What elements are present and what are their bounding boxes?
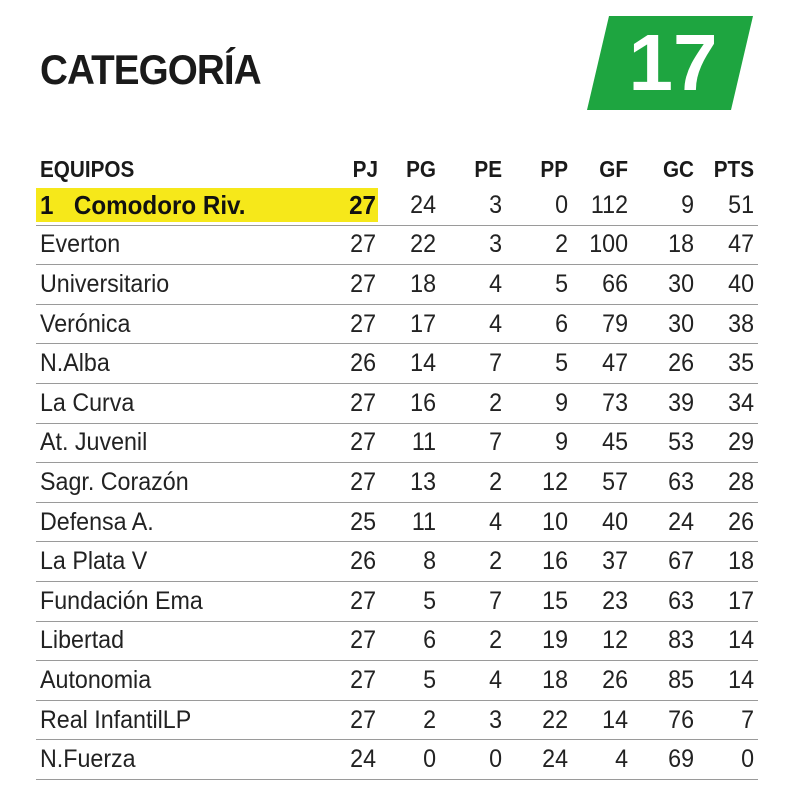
gc-cell: 83 [668, 626, 694, 655]
pg-cell: 24 [410, 190, 436, 219]
team-name: N.Alba [40, 349, 110, 378]
page-title: CATEGORÍA [40, 46, 261, 93]
table-row [36, 622, 758, 662]
gf-cell: 45 [602, 428, 628, 457]
gf-cell: 47 [602, 349, 628, 378]
pg-cell: 17 [410, 309, 436, 338]
team-name: Defensa A. [40, 507, 154, 536]
pj-cell: 27 [350, 665, 376, 694]
pe-cell: 4 [489, 309, 502, 338]
pj-cell: 27 [350, 467, 376, 496]
gf-cell: 23 [602, 586, 628, 615]
pp-cell: 16 [542, 547, 568, 576]
team-name: La Curva [40, 388, 135, 417]
gc-cell: 63 [668, 586, 694, 615]
table-row [36, 661, 758, 701]
team-name-cell [40, 305, 319, 344]
team-name: At. Juvenil [40, 428, 148, 457]
gf-cell: 26 [602, 665, 628, 694]
gf-cell: 40 [602, 507, 628, 536]
team-name: Fundación Ema [40, 586, 203, 615]
gc-cell: 69 [668, 745, 694, 774]
gc-cell: 39 [668, 388, 694, 417]
gc-cell: 9 [681, 190, 694, 219]
header-equipos: EQUIPOS [40, 155, 135, 182]
pe-cell: 3 [489, 190, 502, 219]
standings-table [36, 152, 758, 780]
team-name-cell [40, 226, 319, 265]
gc-cell: 67 [668, 547, 694, 576]
table-header [36, 152, 758, 186]
pe-cell: 2 [489, 547, 502, 576]
pe-cell: 2 [489, 388, 502, 417]
gc-cell: 24 [668, 507, 694, 536]
pj-cell: 27 [349, 189, 376, 220]
team-name-cell [40, 701, 319, 740]
pg-cell: 8 [423, 547, 436, 576]
team-name: Comodoro Riv. [73, 189, 246, 220]
team-name-cell [40, 384, 319, 423]
pp-cell: 0 [555, 190, 568, 219]
pg-cell: 11 [411, 428, 436, 457]
pp-cell: 10 [542, 507, 568, 536]
pts-cell: 47 [728, 230, 754, 259]
team-name-cell [40, 582, 319, 621]
pp-cell: 15 [542, 586, 568, 615]
pe-cell: 7 [489, 428, 502, 457]
gf-cell: 37 [602, 547, 628, 576]
gf-cell: 12 [602, 626, 628, 655]
table-row [36, 740, 758, 780]
team-name-cell [40, 740, 319, 779]
header-pts: PTS [713, 155, 754, 182]
pp-cell: 22 [542, 705, 568, 734]
pp-cell: 5 [555, 349, 568, 378]
gc-cell: 30 [668, 309, 694, 338]
pp-cell: 5 [555, 269, 568, 298]
pts-cell: 0 [741, 745, 754, 774]
gc-cell: 85 [668, 665, 694, 694]
team-name-cell [40, 424, 319, 463]
table-body [36, 186, 758, 780]
pj-cell: 27 [350, 388, 376, 417]
table-row [36, 384, 758, 424]
pp-cell: 18 [542, 665, 568, 694]
pe-cell: 4 [489, 507, 502, 536]
gc-cell: 30 [668, 269, 694, 298]
table-row [36, 424, 758, 464]
table-row [36, 344, 758, 384]
team-name: Sagr. Corazón [40, 467, 189, 496]
header-gf: GF [599, 155, 628, 182]
pts-cell: 14 [728, 626, 754, 655]
pts-cell: 40 [728, 269, 754, 298]
team-name-cell [40, 503, 319, 542]
team-name: Real InfantilLP [40, 705, 192, 734]
pe-cell: 3 [489, 705, 502, 734]
gf-cell: 4 [615, 745, 628, 774]
gf-cell: 79 [602, 309, 628, 338]
pj-cell: 26 [350, 547, 376, 576]
pts-cell: 28 [728, 467, 754, 496]
pg-cell: 22 [410, 230, 436, 259]
table-row [36, 305, 758, 345]
pts-cell: 34 [728, 388, 754, 417]
pts-cell: 35 [728, 349, 754, 378]
gf-cell: 14 [602, 705, 628, 734]
pts-cell: 7 [741, 705, 754, 734]
team-name-cell [40, 542, 319, 581]
pp-cell: 9 [555, 388, 568, 417]
header-pg: PG [406, 155, 436, 182]
gc-cell: 26 [668, 349, 694, 378]
team-name: Universitario [40, 269, 170, 298]
team-name-cell [40, 265, 319, 304]
pp-cell: 12 [542, 467, 568, 496]
gc-cell: 18 [668, 230, 694, 259]
table-row-leader [36, 186, 758, 226]
gc-cell: 53 [668, 428, 694, 457]
pg-cell: 18 [410, 269, 436, 298]
pj-cell: 24 [350, 745, 376, 774]
gf-cell: 57 [602, 467, 628, 496]
table-row [36, 463, 758, 503]
pg-cell: 13 [410, 467, 436, 496]
team-name: Autonomia [40, 665, 152, 694]
team-name: Everton [40, 230, 121, 259]
pj-cell: 27 [350, 428, 376, 457]
pj-cell: 27 [350, 626, 376, 655]
gf-cell: 73 [602, 388, 628, 417]
pj-cell: 27 [350, 230, 376, 259]
team-name-cell [40, 463, 319, 502]
team-name: La Plata V [40, 547, 148, 576]
table-row [36, 542, 758, 582]
pe-cell: 7 [489, 586, 502, 615]
category-badge [587, 16, 753, 110]
pj-cell: 27 [350, 705, 376, 734]
pe-cell: 3 [489, 230, 502, 259]
gf-cell: 100 [589, 230, 628, 259]
pp-cell: 6 [555, 309, 568, 338]
pp-cell: 9 [555, 428, 568, 457]
pj-cell: 27 [350, 269, 376, 298]
team-name-cell [40, 344, 319, 383]
team-name-cell [40, 186, 319, 225]
pj-cell: 25 [350, 507, 376, 536]
pe-cell: 4 [489, 269, 502, 298]
pg-cell: 14 [410, 349, 436, 378]
pts-cell: 29 [728, 428, 754, 457]
pg-cell: 11 [411, 507, 436, 536]
pp-cell: 19 [542, 626, 568, 655]
table-row [36, 226, 758, 266]
header-gc: GC [662, 155, 694, 182]
gc-cell: 63 [668, 467, 694, 496]
team-name-cell [40, 661, 319, 700]
team-name: N.Fuerza [40, 745, 136, 774]
pts-cell: 18 [728, 547, 754, 576]
pj-cell: 27 [350, 309, 376, 338]
pg-cell: 2 [423, 705, 436, 734]
pe-cell: 2 [489, 626, 502, 655]
pg-cell: 5 [423, 586, 436, 615]
pts-cell: 51 [728, 190, 754, 219]
pj-cell: 27 [350, 586, 376, 615]
pe-cell: 0 [489, 745, 502, 774]
gf-cell: 66 [602, 269, 628, 298]
pg-cell: 6 [423, 626, 436, 655]
pp-cell: 2 [555, 230, 568, 259]
pe-cell: 4 [489, 665, 502, 694]
rank-number: 1 [40, 189, 54, 220]
pe-cell: 2 [489, 467, 502, 496]
pg-cell: 5 [423, 665, 436, 694]
header-pp: PP [540, 155, 568, 182]
pe-cell: 7 [489, 349, 502, 378]
gf-cell: 112 [590, 190, 628, 219]
pg-cell: 0 [423, 745, 436, 774]
table-row [36, 265, 758, 305]
team-name: Libertad [40, 626, 125, 655]
gc-cell: 76 [668, 705, 694, 734]
badge-number: 17 [628, 18, 718, 107]
pg-cell: 16 [410, 388, 436, 417]
table-row [36, 503, 758, 543]
header-pe: PE [474, 155, 502, 182]
pts-cell: 38 [728, 309, 754, 338]
pts-cell: 26 [728, 507, 754, 536]
header-pj: PJ [352, 155, 378, 182]
pts-cell: 14 [728, 665, 754, 694]
team-name-cell [40, 622, 319, 661]
team-name: Verónica [40, 309, 131, 338]
table-row [36, 701, 758, 741]
pp-cell: 24 [542, 745, 568, 774]
table-row [36, 582, 758, 622]
pj-cell: 26 [350, 349, 376, 378]
pts-cell: 17 [728, 586, 754, 615]
